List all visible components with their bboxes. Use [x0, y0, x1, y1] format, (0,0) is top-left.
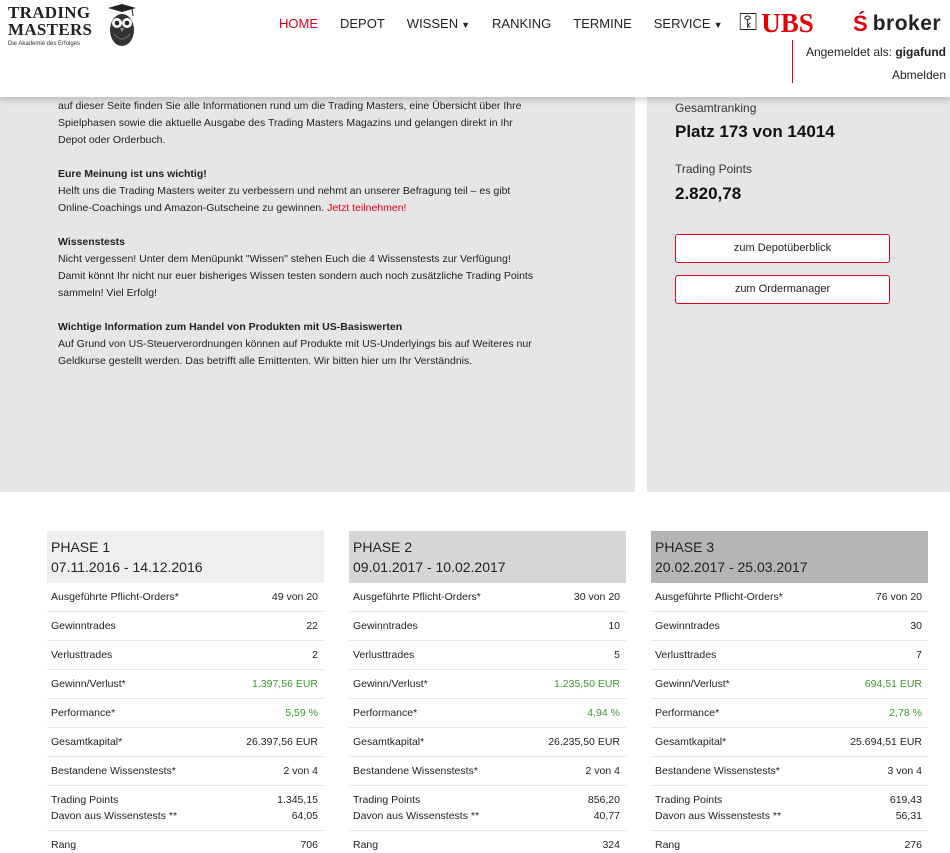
phase-dates: 09.01.2017 - 10.02.2017	[353, 559, 506, 575]
phase-dates: 07.11.2016 - 14.12.2016	[51, 559, 203, 575]
phase-title: PHASE 1	[51, 539, 111, 555]
phase-title: PHASE 3	[655, 539, 715, 555]
news-us-info	[58, 319, 538, 370]
ranking-panel	[647, 50, 950, 492]
table-row: Performance* 5,59 %	[47, 699, 324, 728]
table-row: Rang 324	[349, 831, 626, 853]
table-row: Verlusttrades 5	[349, 641, 626, 670]
nav-service[interactable]: SERVICE ▼	[653, 16, 723, 31]
nav-wissen[interactable]: WISSEN ▼	[406, 16, 471, 31]
survey-heading: Eure Meinung ist uns wichtig!	[58, 168, 207, 180]
phase-header	[47, 531, 324, 583]
news-body	[58, 98, 538, 387]
table-row: Bestandene Wissenstests* 2 von 4	[47, 757, 324, 786]
table-row: Gesamtkapital* 26.235,50 EUR	[349, 728, 626, 757]
table-row: Gewinn/Verlust* 1.235,50 EUR	[349, 670, 626, 699]
owl-icon	[106, 4, 138, 48]
us-text: Auf Grund von US-Steuerverordnungen können auf Produkte mit US-Underlyings bis auf Weiteres nur Geldkurse gestellt werden. Das betrifft alle Emittenten. Wir bitten hier um Ihr Verständnis.	[58, 338, 532, 367]
depot-overview-button[interactable]: zum Depotüberblick	[675, 234, 890, 263]
table-row: Ausgeführte Pflicht-Orders* 49 von 20	[47, 583, 324, 612]
table-row: Verlusttrades 7	[651, 641, 928, 670]
login-status: Angemeldet als: gigafund	[805, 45, 946, 59]
phase-2-card	[349, 531, 626, 853]
site-header	[0, 0, 950, 97]
chevron-down-icon: ▼	[713, 20, 723, 30]
table-row: Gesamtkapital* 25.694,51 EUR	[651, 728, 928, 757]
chevron-down-icon: ▼	[461, 20, 471, 30]
logout-link[interactable]: Abmelden	[891, 68, 946, 82]
table-row: Trading Points Davon aus Wissenstests ** 619,43 56,31	[651, 786, 928, 831]
table-row: Performance* 4,94 %	[349, 699, 626, 728]
overall-rank-value: Platz 173 von 14014	[675, 122, 835, 141]
table-row: Gewinn/Verlust* 694,51 EUR	[651, 670, 928, 699]
ubs-logo[interactable]: ⚿ UBS	[739, 8, 814, 38]
sparkasse-s-icon: Ś	[853, 11, 868, 36]
header-divider	[792, 40, 793, 83]
overall-rank-label: Gesamtranking	[675, 101, 757, 115]
phase-1-card	[47, 531, 324, 853]
nav-ranking[interactable]: RANKING	[492, 16, 552, 31]
order-manager-button[interactable]: zum Ordermanager	[675, 275, 890, 304]
phase-header	[651, 531, 928, 583]
nav-home[interactable]: HOME	[279, 16, 318, 31]
news-tests	[58, 234, 538, 302]
logo-tagline: Die Akademie des Erfolges	[8, 41, 81, 47]
table-row: Gewinntrades 30	[651, 612, 928, 641]
nav-depot[interactable]: DEPOT	[340, 16, 385, 31]
table-row: Ausgeführte Pflicht-Orders* 76 von 20	[651, 583, 928, 612]
news-survey	[58, 166, 538, 217]
main-nav	[268, 16, 734, 31]
trading-points-value: 2.820,78	[675, 184, 742, 203]
table-row: Performance* 2,78 %	[651, 699, 928, 728]
table-row: Ausgeführte Pflicht-Orders* 30 von 20	[349, 583, 626, 612]
logo-wordmark: TRADING MASTERS	[8, 3, 93, 39]
news-panel	[0, 50, 635, 492]
table-row: Bestandene Wissenstests* 2 von 4	[349, 757, 626, 786]
phase-title: PHASE 2	[353, 539, 413, 555]
us-heading: Wichtige Information zum Handel von Produkten mit US-Basiswerten	[58, 321, 403, 333]
nav-termine[interactable]: TERMINE	[573, 16, 632, 31]
survey-text: Helft uns die Trading Masters weiter zu verbessern und nehmt an unserer Befragung teil – es gibt Online-Coachings und Amazon-Gutscheine zu gewinnen.	[58, 185, 511, 214]
table-row: Gewinntrades 22	[47, 612, 324, 641]
sbroker-logo[interactable]: Ś broker	[853, 11, 942, 36]
table-row: Trading Points Davon aus Wissenstests ** 1.345,15 64,05	[47, 786, 324, 831]
table-row: Verlusttrades 2	[47, 641, 324, 670]
news-intro: auf dieser Seite finden Sie alle Informationen rund um die Trading Masters, eine Übersicht über Ihre Spielphasen sowie die aktuelle Ausgabe des Trading Masters Magazins und gelangen direkt in Ihr Depot oder Orderbuch.	[58, 100, 522, 146]
ubs-keys-icon: ⚿	[739, 9, 758, 36]
phase-dates: 20.02.2017 - 25.03.2017	[655, 559, 808, 575]
table-row: Rang 706	[47, 831, 324, 853]
phase-header	[349, 531, 626, 583]
username: gigafund	[895, 45, 946, 59]
trading-masters-logo[interactable]	[8, 4, 140, 52]
table-row: Bestandene Wissenstests* 3 von 4	[651, 757, 928, 786]
table-row: Gewinn/Verlust* 1.397,56 EUR	[47, 670, 324, 699]
phase-3-card	[651, 531, 928, 853]
table-row: Trading Points Davon aus Wissenstests ** 856,20 40,77	[349, 786, 626, 831]
survey-link[interactable]: Jetzt teilnehmen!	[327, 202, 407, 214]
table-row: Rang 276	[651, 831, 928, 853]
trading-points-label: Trading Points	[675, 162, 752, 176]
table-row: Gewinntrades 10	[349, 612, 626, 641]
table-row: Gesamtkapital* 26.397,56 EUR	[47, 728, 324, 757]
tests-heading: Wissenstests	[58, 236, 126, 248]
tests-text: Nicht vergessen! Unter dem Menüpunkt "Wissen" stehen Euch die 4 Wissenstests zur Verfügung! Damit könnt Ihr nicht nur euer bisheriges Wissen testen sondern auch noch zusätzliche Trading Points sammeln! Viel Erfolg!	[58, 253, 534, 299]
